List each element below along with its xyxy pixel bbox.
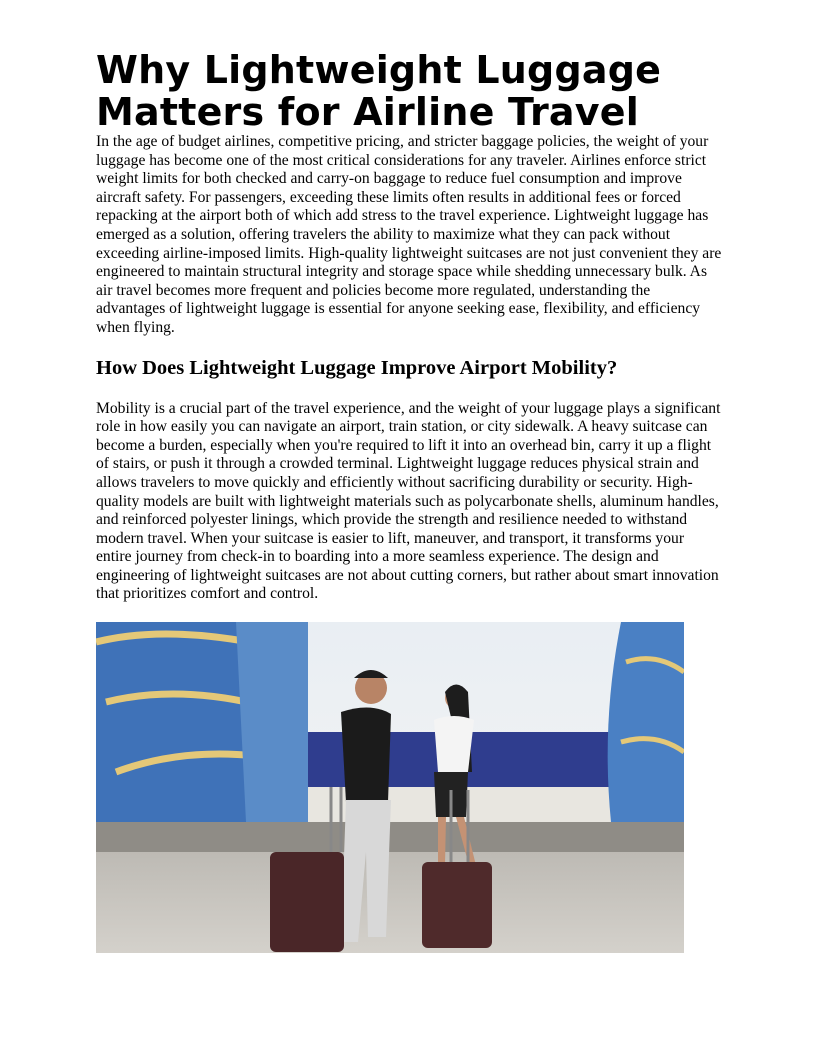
suitcase-right (422, 862, 492, 948)
section-paragraph: Mobility is a crucial part of the travel experience, and the weight of your luggage plays a significant role in how easily you can navigate an airport, train station, or city sidewalk. A heavy suitcase can become a burden, especially when you're required to lift it into an overhead bin, carry it up a flight of stairs, or push it through a crowded terminal. Lightweight luggage reduces physical strain and allows travelers to move quickly and efficiently without sacrificing durability or security. High-quality models are built with lightweight materials such as polycarbonate shells, aluminum handles, and reinforced polyester linings, which provide the strength and resilience needed to withstand modern travel. When your suitcase is easier to lift, maneuver, and transport, it transforms your entire journey from check-in to boarding into a more seamless experience. The design and engineering of lightweight suitcases are not about cutting corners, but rather about smart innovation that prioritizes comfort and control. (96, 399, 721, 603)
suitcase-left (270, 852, 344, 952)
section-heading: How Does Lightweight Luggage Improve Airport Mobility? (96, 356, 618, 379)
page-title: Why Lightweight Luggage Matters for Airline Travel (96, 48, 662, 134)
article (96, 49, 722, 604)
travelers-with-suitcases-photo (96, 622, 684, 953)
intro-paragraph: In the age of budget airlines, competitive pricing, and stricter baggage policies, the weight of your luggage has become one of the most critical considerations for any traveler. Airlines enforce strict weight limits for both checked and carry-on baggage to reduce fuel consumption and improve aircraft safety. For passengers, exceeding these limits often results in additional fees or forced repacking at the airport both of which add stress to the travel experience. Lightweight luggage has emerged as a solution, offering travelers the ability to maximize what they can pack without exceeding airline-imposed limits. High-quality lightweight suitcases are not just convenient they are engineered to maintain structural integrity and storage space while shedding unnecessary bulk. As air travel becomes more frequent and policies become more regulated, understanding the advantages of lightweight luggage is essential for anyone seeking ease, flexibility, and efficiency when flying. (96, 133, 722, 336)
